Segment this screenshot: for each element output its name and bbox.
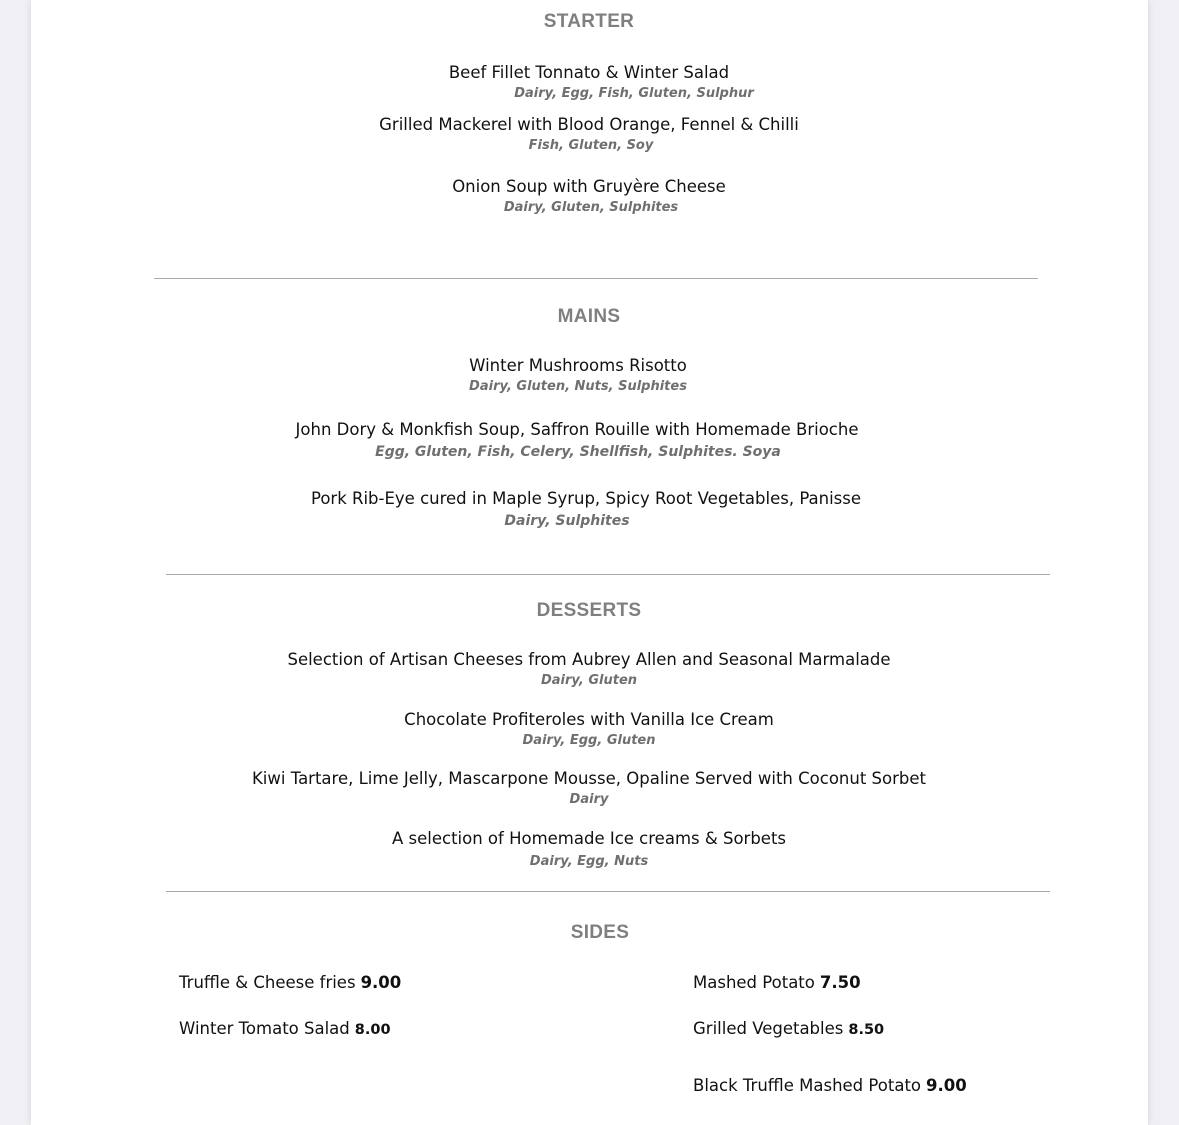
desserts-item-allergens: Dairy, Egg, Gluten: [522, 733, 656, 748]
desserts-item-allergens: Dairy, Egg, Nuts: [529, 854, 649, 869]
side-item-name: Mashed Potato: [693, 973, 815, 992]
side-item-price: 9.00: [926, 1076, 967, 1095]
side-item: [179, 1019, 391, 1038]
side-item: [693, 1076, 967, 1095]
mains-item-allergens: Dairy, Gluten, Nuts, Sulphites: [469, 379, 687, 394]
side-item: [179, 973, 401, 992]
starter-item-allergens: Dairy, Egg, Fish, Gluten, Sulphur: [514, 86, 754, 101]
side-item-name: Truffle & Cheese fries: [179, 973, 356, 992]
side-item-price: 7.50: [819, 973, 861, 992]
desserts-item-allergens: Dairy, Gluten: [540, 673, 638, 688]
side-item-price: 8.00: [354, 1022, 391, 1038]
section-title-starter: STARTER: [543, 11, 635, 32]
side-item: [693, 1019, 884, 1038]
side-item-price: 8.50: [848, 1022, 885, 1038]
side-item-price: 9.00: [360, 973, 402, 992]
side-item-name: Black Truffle Mashed Potato: [693, 1076, 922, 1095]
desserts-item-name: Chocolate Profiteroles with Vanilla Ice Cream: [404, 710, 774, 729]
starter-item-allergens: Dairy, Gluten, Sulphites: [503, 200, 679, 215]
mains-item-name: John Dory & Monkfish Soup, Saffron Rouille with Homemade Brioche: [295, 420, 859, 439]
section-title-mains: MAINS: [557, 306, 621, 327]
menu-page: [31, 0, 1148, 1125]
side-item: [693, 973, 861, 992]
mains-item-allergens: Egg, Gluten, Fish, Celery, Shellfish, Sulphites. Soya: [375, 444, 781, 460]
side-item-name: Grilled Vegetables: [693, 1019, 844, 1038]
mains-item-name: Pork Rib-Eye cured in Maple Syrup, Spicy Root Vegetables, Panisse: [310, 489, 862, 508]
section-title-sides: SIDES: [570, 922, 630, 943]
desserts-item-allergens: Dairy: [569, 792, 609, 807]
section-divider: [166, 891, 1050, 892]
mains-item-allergens: Dairy, Sulphites: [504, 513, 630, 529]
section-title-desserts: DESSERTS: [536, 600, 642, 621]
desserts-item-name: Kiwi Tartare, Lime Jelly, Mascarpone Mousse, Opaline Served with Coconut Sorbet: [251, 769, 927, 788]
starter-item-name: Onion Soup with Gruyère Cheese: [452, 177, 726, 196]
starter-item-name: Beef Fillet Tonnato & Winter Salad: [448, 63, 730, 82]
desserts-item-name: A selection of Homemade Ice creams & Sorbets: [391, 829, 787, 848]
starter-item-allergens: Fish, Gluten, Soy: [528, 138, 654, 153]
section-divider: [166, 574, 1050, 575]
desserts-item-name: Selection of Artisan Cheeses from Aubrey Allen and Seasonal Marmalade: [287, 650, 891, 669]
side-item-name: Winter Tomato Salad: [179, 1019, 350, 1038]
section-divider: [154, 278, 1038, 279]
starter-item-name: Grilled Mackerel with Blood Orange, Fennel & Chilli: [379, 115, 799, 134]
mains-item-name: Winter Mushrooms Risotto: [469, 356, 687, 375]
